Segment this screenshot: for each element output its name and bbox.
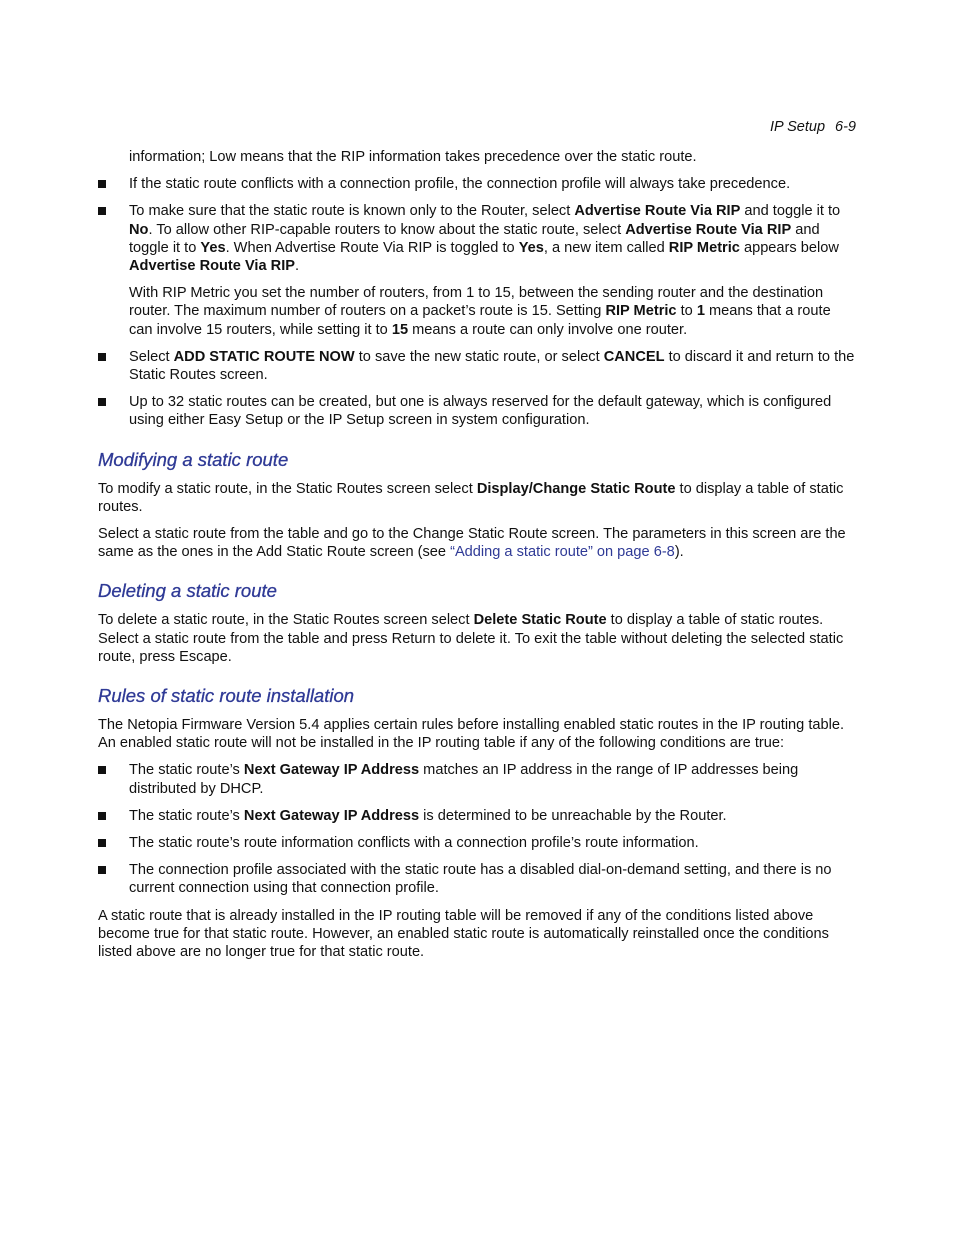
page-body bbox=[98, 148, 858, 970]
bullet-icon bbox=[98, 766, 106, 774]
bullet-icon bbox=[98, 353, 106, 361]
list-item: The static route’s Next Gateway IP Address is determined to be unreachable by the Router. bbox=[98, 807, 858, 825]
list-item: The static route’s Next Gateway IP Address matches an IP address in the range of IP addresses being distributed by DHCP. bbox=[98, 761, 858, 797]
rip-metric-paragraph: With RIP Metric you set the number of routers, from 1 to 15, between the sending router and the destination router. The maximum number of routers on a packet’s route is 15. Setting RIP Metric to 1 means that a route can involve 15 routers, while setting it to 15 means a route can only involve one router. bbox=[129, 285, 831, 338]
section-heading-rules: Rules of static route installation bbox=[98, 685, 355, 707]
bullet-icon bbox=[98, 207, 106, 215]
page-header bbox=[770, 119, 856, 135]
bullet-icon bbox=[98, 398, 106, 406]
deleting-paragraph: To delete a static route, in the Static Routes screen select Delete Static Route to display a table of static routes. Select a static route from the table and press Return to delete it. To exit the table without deleting the selected static route, press Escape. bbox=[98, 612, 844, 665]
section-heading-modifying: Modifying a static route bbox=[98, 448, 289, 470]
list-item: To make sure that the static route is known only to the Router, select Advertise Route Via RIP and toggle it to No. To allow other RIP-capable routers to know about the static route, select Advertise Route Via RIP and toggle it to Yes. When Advertise Route Via RIP is toggled to Yes, a new item called RIP Metric appears below Advertise Route Via RIP. bbox=[98, 202, 858, 275]
modifying-paragraph-1: To modify a static route, in the Static Routes screen select Display/Change Static Route to display a table of static routes. bbox=[98, 480, 844, 515]
list-item: The static route’s route information conflicts with a connection profile’s route information. bbox=[98, 834, 858, 852]
bullet-icon bbox=[98, 180, 106, 188]
bullet-icon bbox=[98, 812, 106, 820]
continued-paragraph: information; Low means that the RIP information takes precedence over the static route. bbox=[129, 149, 697, 165]
section-heading-deleting: Deleting a static route bbox=[98, 580, 277, 602]
list-item: The connection profile associated with the static route has a disabled dial-on-demand setting, and there is no current connection using that connection profile. bbox=[98, 861, 858, 897]
cross-reference-link[interactable]: “Adding a static route” on page 6-8 bbox=[450, 544, 675, 561]
modifying-paragraph-2: Select a static route from the table and go to the Change Static Route screen. The parameters in this screen are the same as the ones in the Add Static Route screen (see “Adding a static route” on page 6-8). bbox=[98, 526, 846, 561]
page-number: 6-9 bbox=[835, 119, 856, 135]
header-section: IP Setup bbox=[769, 119, 826, 135]
static-route-notes-list-2 bbox=[98, 348, 858, 430]
list-item: Up to 32 static routes can be created, but one is always reserved for the default gateway, which is configured using either Easy Setup or the IP Setup screen in system configuration. bbox=[98, 393, 858, 429]
bullet-icon bbox=[98, 839, 106, 847]
rules-closing-paragraph: A static route that is already installed in the IP routing table will be removed if any of the conditions listed above become true for that static route. However, an enabled static route is automatically reinstalled once the conditions listed above are no longer true for that static route. bbox=[98, 907, 829, 961]
rules-intro-paragraph: The Netopia Firmware Version 5.4 applies certain rules before installing enabled static routes in the IP routing table. An enabled static route will not be installed in the IP routing table if any of the following conditions are true: bbox=[98, 717, 845, 752]
list-item: Select ADD STATIC ROUTE NOW to save the new static route, or select CANCEL to discard it and return to the Static Routes screen. bbox=[98, 348, 858, 384]
static-route-notes-list bbox=[98, 175, 858, 275]
bullet-icon bbox=[98, 866, 106, 874]
list-item: If the static route conflicts with a connection profile, the connection profile will always take precedence. bbox=[98, 175, 858, 193]
rules-conditions-list bbox=[98, 761, 858, 897]
